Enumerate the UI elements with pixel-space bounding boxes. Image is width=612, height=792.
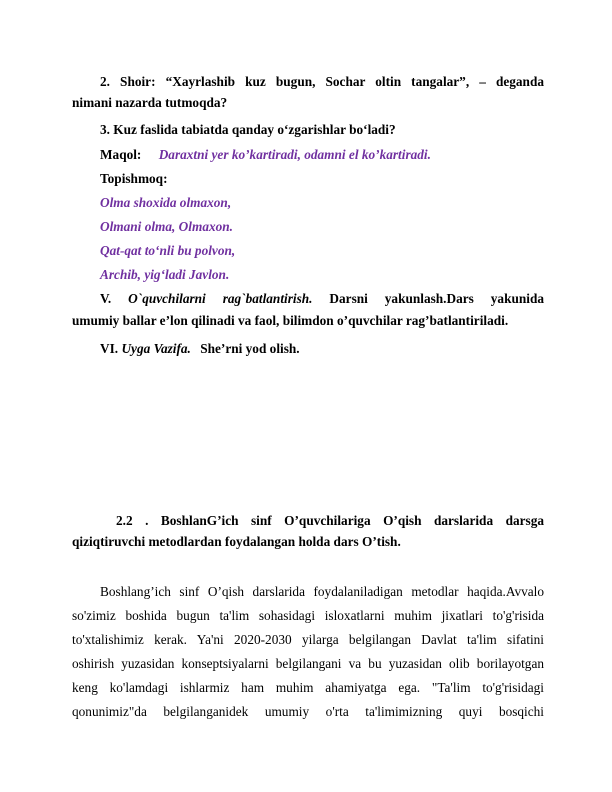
body-paragraph-line: to'xtalishimiz kerak. Ya'ni 2020-2030 yilarga belgilangan Davlat ta'lim sifatini [72, 632, 544, 647]
section-6 [100, 340, 544, 358]
section-6-number: VI. [100, 341, 119, 356]
proverb-label: Maqol: [100, 147, 142, 162]
section-heading-line-2: qiziqtiruvchi metodlardan foydalangan holda dars O’tish. [72, 534, 401, 549]
body-paragraph-line: oshirish yuzasidan konseptsiyalarni belgilangani va bu yuzasidan olib borilayotgan [72, 656, 544, 671]
riddle-label: Topishmoq: [100, 171, 168, 186]
section-5-text: Darsni yakunlash.Dars yakunida [329, 291, 544, 306]
riddle-line: Qat-qat to‘nli bu polvon, [100, 243, 236, 258]
proverb [100, 146, 544, 164]
section-5-line-2: umumiy ballar e’lon qilinadi va faol, bilimdon o’quvchilar rag’batlantiriladi. [72, 313, 509, 328]
riddle-line: Olmani olma, Olmaxon. [100, 219, 233, 234]
body-paragraph-line: qonunimiz"da belgilanganidek umumiy o'rta ta'limimizning quyi bosqichi [72, 704, 544, 719]
body-paragraph-line: Boshlang’ich sinf O’qish darslarida foydalaniladigan metodlar haqida.Avvalo [100, 584, 544, 599]
body-paragraph-line: so'zimiz boshida bugun ta'lim sohasidagi isloxatlarni muhim jixatlari to'g'risida [72, 608, 544, 623]
question-3: 3. Kuz faslida tabiatda qanday o‘zgarishlar bo‘ladi? [100, 122, 396, 137]
section-6-title: Uyga Vazifa. [121, 341, 191, 356]
section-5-number: V. [100, 291, 112, 306]
question-2-line-1: 2. Shoir: “Xayrlashib kuz bugun, Sochar oltin tangalar”, – deganda [100, 74, 544, 89]
riddle-line: Olma shoxida olmaxon, [100, 195, 232, 210]
question-2-line-2: nimani nazarda tutmoqda? [72, 95, 228, 110]
body-paragraph-line: keng ko'lamdagi ishlarmiz ham muhim ahamiyatga ega. "Ta'lim to'g'risidagi [72, 680, 544, 695]
section-5-line-1 [100, 290, 544, 308]
section-6-text: She’rni yod olish. [200, 341, 300, 356]
section-5-title: O`quvchilarni rag`batlantirish. [128, 291, 313, 306]
riddle-line: Archib, yig‘ladi Javlon. [100, 267, 230, 282]
proverb-text: Daraxtni yer ko’kartiradi, odamni el ko’kartiradi. [158, 147, 431, 162]
section-heading-line-1: 2.2 . BoshlanG’ich sinf O’quvchilariga O’qish darslarida darsga [116, 513, 544, 528]
